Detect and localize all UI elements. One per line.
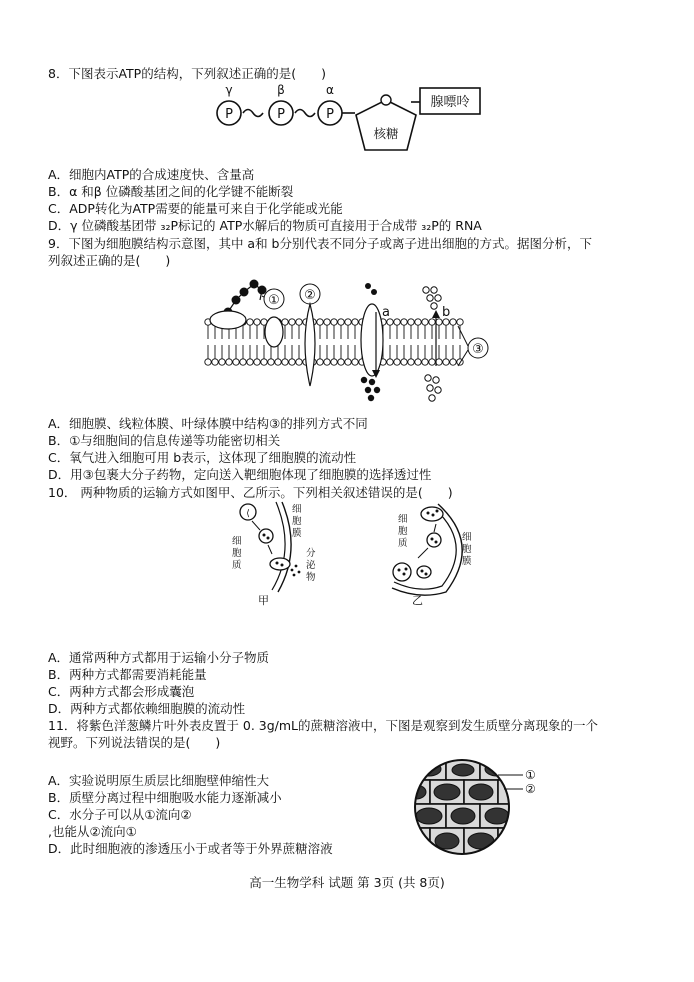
jia-secreted-granule — [298, 571, 301, 574]
molecule-b — [423, 287, 429, 293]
lipid-head — [282, 319, 288, 325]
lipid-head — [205, 359, 211, 365]
alpha-label: α — [326, 83, 334, 97]
p-beta: P — [277, 107, 285, 122]
molecule-a — [365, 387, 371, 393]
lipid-head — [394, 319, 400, 325]
molecule-a — [368, 395, 374, 401]
jia-membrane-char-3: 膜 — [292, 528, 302, 539]
lipid-head — [338, 319, 344, 325]
lipid-head — [289, 319, 295, 325]
lipid-head — [317, 319, 323, 325]
sugar-bead — [240, 288, 249, 297]
yi-membrane-char-2: 胞 — [462, 544, 472, 555]
lipid-head — [261, 359, 267, 365]
lipid-head — [401, 319, 407, 325]
jia-cytoplasm-char-3: 质 — [232, 560, 242, 571]
label-2: ② — [304, 288, 316, 303]
jia-secretion-char-2: 泌 — [306, 560, 316, 571]
q9-option-c: C．氧气进入细胞可用 b表示，这体现了细胞膜的流动性 — [48, 450, 357, 465]
q9-option-b: B．①与细胞间的信息传递等功能密切相关 — [48, 433, 281, 448]
yi-cytoplasm-char-2: 胞 — [398, 526, 408, 537]
jia-secretion-char-1: 分 — [306, 548, 316, 559]
lipid-head — [429, 319, 435, 325]
molecule-b — [427, 295, 433, 301]
label-1: ① — [268, 293, 280, 308]
lipid-head — [324, 319, 330, 325]
yi-particle — [436, 510, 439, 513]
lipid-head — [352, 359, 358, 365]
transport-diagram-jia — [222, 500, 332, 606]
jia-granule — [276, 562, 279, 565]
lipid-head — [450, 319, 456, 325]
lipid-head — [436, 359, 442, 365]
lipid-head — [415, 359, 421, 365]
jia-membrane-char-2: 胞 — [292, 516, 302, 527]
atp-structure-diagram — [205, 80, 495, 158]
lipid-head — [457, 319, 463, 325]
q11-stem-line1: 11．将紫色洋葱鳞片叶外表皮置于 0. 3g/mL的蔗糖溶液中，下图是观察到发生质壁分离现象的一个 — [48, 718, 599, 733]
q11-option-b: B．质壁分离过程中细胞吸水能力逐渐减小 — [48, 790, 282, 805]
embedded-protein — [265, 317, 283, 347]
q11-option-c-continued: ,也能从②流向① — [48, 824, 137, 839]
yi-particle — [421, 570, 424, 573]
jia-cytoplasm-char-1: 细 — [232, 536, 242, 547]
peripheral-protein — [210, 311, 246, 329]
jia-membrane-inner — [272, 502, 285, 590]
lipid-head — [219, 359, 225, 365]
yi-vesicle-4 — [417, 566, 431, 578]
jia-arrow-1 — [252, 521, 260, 530]
sugar-bead — [232, 296, 241, 305]
q8-option-c: C．ADP转化为ATP需要的能量可来自于化学能或光能 — [48, 201, 343, 216]
yi-particle — [405, 568, 408, 571]
q11-option-d: D．此时细胞液的渗透压小于或者等于外界蔗糖溶液 — [48, 841, 333, 856]
yi-particle — [431, 538, 434, 541]
lipid-head — [450, 359, 456, 365]
jia-secretion-char-3: 物 — [306, 572, 316, 583]
q11-option-a: A．实验说明原生质层比细胞壁伸缩性大 — [48, 773, 270, 788]
view-label-1: ① — [525, 768, 536, 782]
yi-vesicle-2 — [427, 533, 441, 547]
q9-option-d: D．用③包裹大分子药物，定向送入靶细胞体现了细胞膜的选择透过性 — [48, 467, 432, 482]
lipid-head — [415, 319, 421, 325]
label-3: ③ — [472, 342, 484, 357]
jia-granule — [263, 534, 266, 537]
molecule-b — [435, 387, 441, 393]
lipid-head — [324, 359, 330, 365]
q11-stem-line2: 视野。下列说法错误的是( ) — [48, 735, 221, 750]
phospholipid-bilayer — [205, 319, 463, 365]
lipid-head — [282, 359, 288, 365]
yi-particle — [398, 569, 401, 572]
lipid-head — [352, 319, 358, 325]
lipid-head — [443, 359, 449, 365]
adenine-label: 腺嘌呤 — [430, 95, 470, 110]
molecule-b — [433, 377, 439, 383]
lipid-head — [268, 359, 274, 365]
yi-particle — [432, 514, 435, 517]
molecule-b — [425, 375, 431, 381]
yi-cytoplasm-char-3: 质 — [398, 538, 408, 549]
q8-option-d: D．γ 位磷酸基团带 ₃₂P标记的 ATP水解后的物质可直接用于合成带 ₃₂P的 RNA — [48, 218, 482, 233]
lipid-head — [247, 359, 253, 365]
lipid-head — [387, 359, 393, 365]
jia-secreted-granule — [291, 569, 294, 572]
yi-label: 乙 — [412, 594, 423, 606]
label-b: b — [442, 305, 451, 320]
lipid-head — [317, 359, 323, 365]
plasmolysis-microscope-view — [410, 758, 555, 856]
q10-option-d: D．两种方式都依赖细胞膜的流动性 — [48, 701, 246, 716]
yi-particle — [403, 573, 406, 576]
lipid-head — [422, 359, 428, 365]
lipid-head — [422, 319, 428, 325]
lipid-head — [296, 359, 302, 365]
molecule-b — [431, 287, 437, 293]
molecule-b — [435, 295, 441, 301]
yi-arrow-1 — [434, 524, 436, 532]
lipid-head — [226, 359, 232, 365]
jia-granule — [267, 537, 270, 540]
lipid-head — [296, 319, 302, 325]
yi-cytoplasm-char-1: 细 — [398, 514, 408, 525]
beta-label: β — [277, 83, 285, 97]
molecule-b — [427, 385, 433, 391]
ring-oxygen — [381, 95, 391, 105]
lipid-head — [429, 359, 435, 365]
transport-diagram-yi — [384, 500, 494, 606]
q10-stem: 10． 两种物质的运输方式如图甲、乙所示。下列相关叙述错误的是( ) — [48, 485, 453, 500]
molecule-a — [369, 379, 375, 385]
lipid-head — [408, 359, 414, 365]
lipid-head — [212, 359, 218, 365]
cell-membrane-diagram — [200, 270, 500, 412]
yi-particle — [427, 512, 430, 515]
lipid-head — [345, 319, 351, 325]
q8-stem: 8．下图表示ATP的结构，下列叙述正确的是( ) — [48, 66, 326, 81]
sugar-bead — [258, 286, 267, 295]
yi-particle — [425, 573, 428, 576]
yi-membrane-char-3: 膜 — [462, 556, 472, 567]
lipid-head — [401, 359, 407, 365]
jia-arrow-2 — [268, 545, 272, 554]
q9-option-a: A．细胞膜、线粒体膜、叶绿体膜中结构③的排列方式不同 — [48, 416, 368, 431]
jia-membrane-char-1: 细 — [292, 504, 302, 515]
lipid-head — [338, 359, 344, 365]
molecule-a — [365, 283, 371, 289]
p-gamma: P — [225, 107, 233, 122]
transmembrane-protein-spindle — [305, 304, 315, 386]
q10-option-b: B．两种方式都需要消耗能量 — [48, 667, 207, 682]
lipid-head — [331, 319, 337, 325]
jia-secreted-granule — [295, 565, 298, 568]
q9-stem-line2: 列叙述正确的是( ) — [48, 253, 171, 268]
yi-arrow-2 — [418, 548, 428, 558]
jia-vesicle-1-mark: ⟨ — [246, 509, 250, 519]
yi-particle — [435, 541, 438, 544]
yi-membrane-char-1: 细 — [462, 532, 472, 543]
q9-stem-line1: 9．下图为细胞膜结构示意图，其中 a和 b分别代表不同分子或离子进出细胞的方式。据图分析，下 — [48, 236, 592, 251]
lipid-head — [254, 359, 260, 365]
q11-option-c: C．水分子可以从①流向② — [48, 807, 192, 822]
jia-cytoplasm-char-2: 胞 — [232, 548, 242, 559]
lipid-head — [254, 319, 260, 325]
lipid-head — [394, 359, 400, 365]
ribose-pentagon — [356, 100, 416, 150]
lipid-head — [240, 359, 246, 365]
high-energy-bond-1 — [243, 110, 263, 117]
gamma-label: γ — [225, 83, 233, 97]
q8-option-b: B．α 和β 位磷酸基团之间的化学键不能断裂 — [48, 184, 294, 199]
label-a: a — [382, 305, 390, 320]
arrow-b-head — [432, 310, 440, 318]
lipid-head — [345, 359, 351, 365]
view-label-2: ② — [525, 782, 536, 796]
p-alpha: P — [326, 107, 334, 122]
molecule-a — [371, 289, 377, 295]
label-3-leader — [458, 326, 468, 346]
q10-option-a: A．通常两种方式都用于运输小分子物质 — [48, 650, 270, 665]
lipid-head — [289, 359, 295, 365]
yi-vesicle-3 — [393, 563, 411, 581]
lipid-head — [408, 319, 414, 325]
jia-granule — [281, 564, 284, 567]
channel-protein — [361, 304, 383, 376]
lipid-head — [247, 319, 253, 325]
high-energy-bond-2 — [295, 110, 315, 117]
ribose-label: 核糖 — [373, 126, 399, 141]
jia-fusing-vesicle — [270, 558, 290, 570]
sugar-bead — [250, 280, 259, 289]
jia-vesicle-2 — [259, 529, 273, 543]
molecule-a — [374, 387, 380, 393]
molecule-b — [429, 395, 435, 401]
lipid-head — [275, 359, 281, 365]
page-footer: 高一生物学科 试题 第 3页 (共 8页) — [249, 875, 445, 890]
q8-option-a: A．细胞内ATP的合成速度快、含量高 — [48, 167, 255, 182]
molecule-b — [431, 303, 437, 309]
lipid-head — [331, 359, 337, 365]
lipid-head — [233, 359, 239, 365]
q10-option-c: C．两种方式都会形成囊泡 — [48, 684, 195, 699]
jia-secreted-granule — [293, 574, 296, 577]
jia-label: 甲 — [258, 594, 269, 606]
molecule-a — [361, 377, 367, 383]
